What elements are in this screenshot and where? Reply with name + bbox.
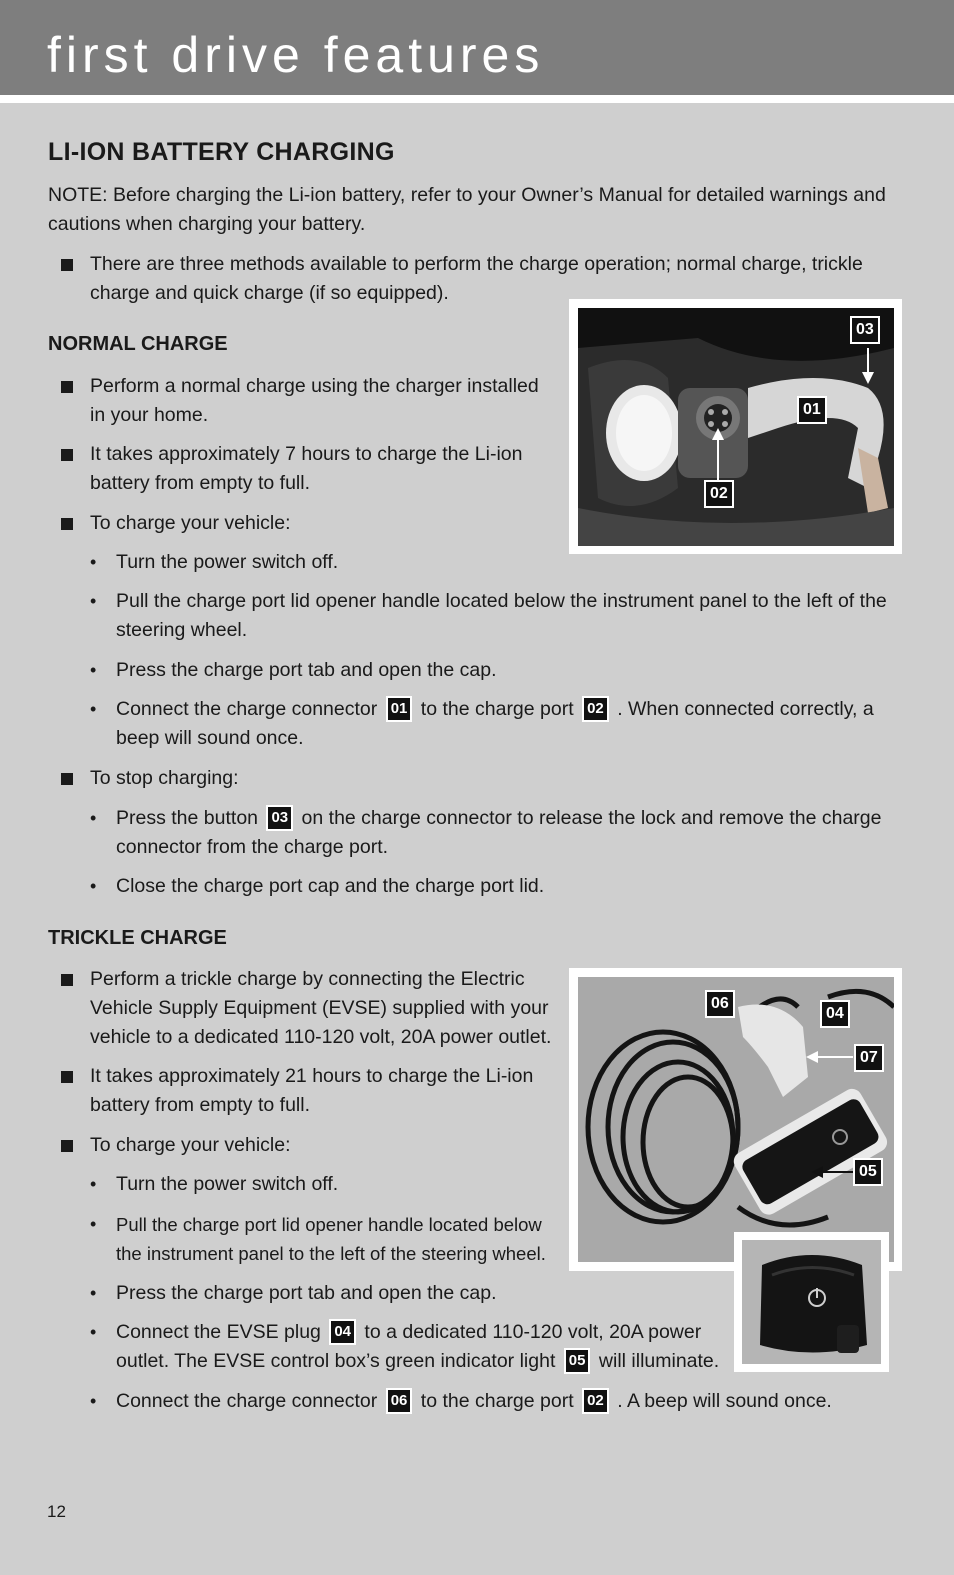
trickle-step-1: Turn the power switch off. bbox=[116, 1173, 339, 1195]
trickle-charge-title: TRICKLE CHARGE bbox=[48, 927, 227, 949]
evse-bag-illustration bbox=[742, 1240, 881, 1364]
step-text: Connect the EVSE plug bbox=[116, 1321, 321, 1343]
sub-bullet-dot: • bbox=[90, 699, 97, 719]
section-title: LI-ION BATTERY CHARGING bbox=[48, 138, 395, 166]
callout-04: 04 bbox=[820, 1000, 850, 1028]
page-header bbox=[0, 0, 954, 95]
trickle-bullet-3: To charge your vehicle: bbox=[90, 1134, 291, 1156]
normal-step-5 bbox=[116, 804, 906, 862]
sub-bullet-dot: • bbox=[90, 876, 97, 896]
trickle-step-5 bbox=[116, 1387, 906, 1416]
sub-bullet-dot: • bbox=[90, 1391, 97, 1411]
step-text: . A beep will sound once. bbox=[617, 1390, 832, 1412]
bullet-square bbox=[61, 259, 73, 271]
sub-bullet-dot: • bbox=[90, 1322, 97, 1342]
step-text: Press the button bbox=[116, 807, 259, 829]
section-note: NOTE: Before charging the Li-ion battery, refer to your Owner’s Manual for detailed warnings and cautions when charging your battery. bbox=[48, 184, 886, 235]
bullet-square bbox=[61, 773, 73, 785]
intro-bullet: There are three methods available to perform the charge operation; normal charge, trickle charge and quick charge (if so equipped). bbox=[90, 253, 863, 304]
bullet-square bbox=[61, 381, 73, 393]
normal-step-1: Turn the power switch off. bbox=[116, 551, 339, 573]
normal-step-6: Close the charge port cap and the charge port lid. bbox=[116, 875, 545, 897]
trickle-bullet-1: Perform a trickle charge by connecting the Electric Vehicle Supply Equipment (EVSE) supplied with your vehicle to a dedicated 110-120 volt, 20A power outlet. bbox=[90, 968, 552, 1048]
charge-port-illustration bbox=[578, 308, 894, 546]
normal-bullet-2: It takes approximately 7 hours to charge the Li-ion battery from empty to full. bbox=[90, 443, 523, 494]
callout-badge-02: 02 bbox=[582, 696, 609, 722]
callout-07: 07 bbox=[854, 1044, 884, 1072]
trickle-step-3: Press the charge port tab and open the cap. bbox=[116, 1282, 497, 1304]
normal-bullet-3: To charge your vehicle: bbox=[90, 512, 291, 534]
sub-bullet-dot: • bbox=[90, 1283, 97, 1303]
step-text: Connect the charge connector bbox=[116, 1390, 378, 1412]
trickle-step-2: Pull the charge port lid opener handle located below the instrument panel to the left of the steering wheel. bbox=[116, 1214, 546, 1264]
callout-badge-03: 03 bbox=[266, 805, 293, 831]
trickle-step-4 bbox=[116, 1318, 726, 1376]
step-text: . When connected correctly, a beep will sound once. bbox=[116, 698, 874, 749]
normal-bullet-4: To stop charging: bbox=[90, 767, 239, 789]
charge-port-photo bbox=[578, 308, 894, 546]
callout-badge-01: 01 bbox=[386, 696, 413, 722]
normal-step-2: Pull the charge port lid opener handle located below the instrument panel to the left of the steering wheel. bbox=[116, 590, 887, 641]
step-text: to a dedicated 110-120 volt, 20A power outlet. The EVSE control box’s green indicator light bbox=[116, 1321, 702, 1372]
step-text: to the charge port bbox=[420, 1390, 574, 1412]
step-text: to the charge port bbox=[420, 698, 574, 720]
trickle-bullet-2: It takes approximately 21 hours to charge the Li-ion battery from empty to full. bbox=[90, 1065, 534, 1116]
bullet-square bbox=[61, 1071, 73, 1083]
sub-bullet-dot: • bbox=[90, 591, 97, 611]
bullet-square bbox=[61, 449, 73, 461]
page-number: 12 bbox=[47, 1502, 66, 1521]
callout-badge-05: 05 bbox=[564, 1348, 591, 1374]
callout-badge-02: 02 bbox=[582, 1388, 609, 1414]
callout-03: 03 bbox=[850, 316, 880, 344]
evse-bag-photo bbox=[742, 1240, 881, 1364]
step-text: on the charge connector to release the lock and remove the charge connector from the charge port. bbox=[116, 807, 882, 858]
sub-bullet-dot: • bbox=[90, 1214, 97, 1234]
bullet-square bbox=[61, 974, 73, 986]
step-text: Connect the charge connector bbox=[116, 698, 378, 720]
page-header-title: first drive features bbox=[47, 27, 545, 83]
sub-bullet-dot: • bbox=[90, 660, 97, 680]
callout-01: 01 bbox=[797, 396, 827, 424]
bullet-square bbox=[61, 518, 73, 530]
sub-bullet-dot: • bbox=[90, 808, 97, 828]
callout-06: 06 bbox=[705, 990, 735, 1018]
callout-badge-04: 04 bbox=[329, 1319, 356, 1345]
step-text: will illuminate. bbox=[598, 1350, 720, 1372]
callout-02: 02 bbox=[704, 480, 734, 508]
normal-charge-title: NORMAL CHARGE bbox=[48, 333, 228, 355]
header-divider bbox=[0, 95, 954, 103]
bullet-square bbox=[61, 1140, 73, 1152]
normal-step-4 bbox=[116, 695, 906, 753]
callout-05: 05 bbox=[853, 1158, 883, 1186]
sub-bullet-dot: • bbox=[90, 552, 97, 572]
normal-bullet-1: Perform a normal charge using the charger installed in your home. bbox=[90, 375, 539, 426]
callout-badge-06: 06 bbox=[386, 1388, 413, 1414]
sub-bullet-dot: • bbox=[90, 1174, 97, 1194]
normal-step-3: Press the charge port tab and open the cap. bbox=[116, 659, 497, 681]
